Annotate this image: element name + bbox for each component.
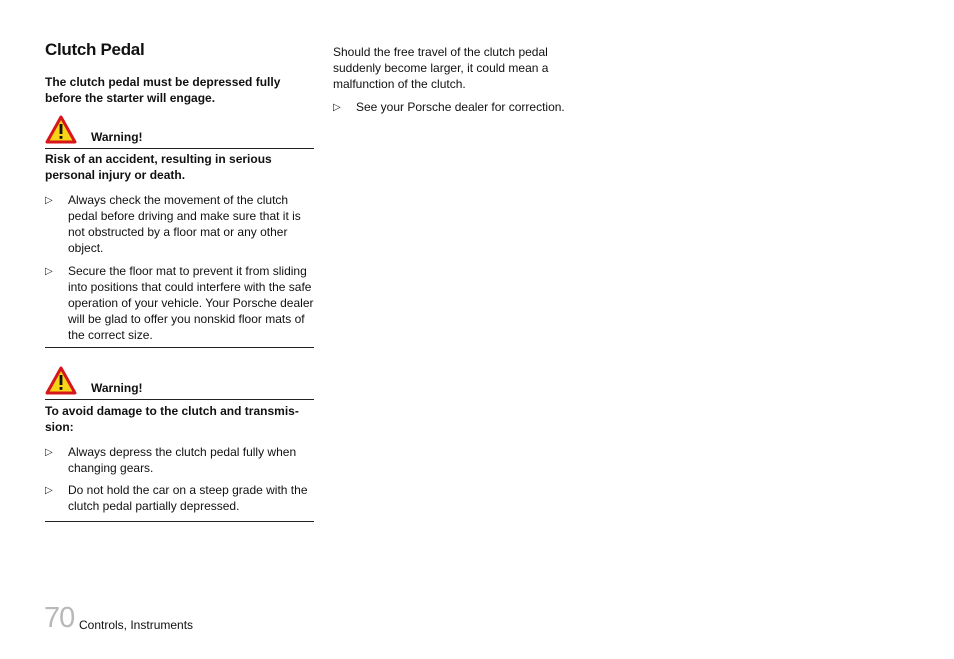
divider — [45, 521, 314, 522]
list-item-text: See your Porsche dealer for correction. — [356, 100, 565, 114]
divider — [45, 347, 314, 348]
list-item-text: Always check the movement of the clutch pedal before driving and make sure that it is not obstructed by a floor mat or any other object. — [68, 193, 301, 255]
page-title: Clutch Pedal — [45, 40, 145, 59]
bullet-arrow-icon: ▷ — [45, 266, 53, 277]
section-label: Controls, Instruments — [79, 618, 194, 632]
warning-header-1 — [45, 115, 314, 149]
warning-header-2 — [45, 366, 314, 400]
list-item-text: Do not hold the car on a steep grade with the clutch pedal partially depressed. — [68, 483, 308, 513]
bullet-arrow-icon: ▷ — [45, 485, 53, 496]
bullet-arrow-icon: ▷ — [45, 195, 53, 206]
warning-label: Warning! — [91, 381, 143, 395]
bullet-arrow-icon: ▷ — [45, 447, 53, 458]
list-item-text: Secure the floor mat to prevent it from sliding into positions that could interfere with the safe operation of your vehicle. Your Porsche dealer will be glad to offer you nonskid floor mats of the correct size. — [68, 264, 314, 342]
bullet-arrow-icon: ▷ — [333, 102, 341, 113]
list-item-text: Always depress the clutch pedal fully when changing gears. — [68, 445, 297, 475]
page-number: 70 — [44, 602, 75, 634]
warning-subtitle: Risk of an accident, resulting in serious personal injury or death. — [45, 152, 272, 182]
warning-triangle-icon — [45, 366, 77, 395]
intro-text: The clutch pedal must be depressed fully before the starter will engage. — [45, 75, 281, 105]
warning-triangle-icon — [45, 115, 77, 144]
body-paragraph: Should the free travel of the clutch pedal suddenly become larger, it could mean a malfunction of the clutch. — [333, 45, 549, 91]
warning-subtitle: To avoid damage to the clutch and transmis-sion: — [45, 404, 299, 434]
warning-label: Warning! — [91, 130, 143, 144]
